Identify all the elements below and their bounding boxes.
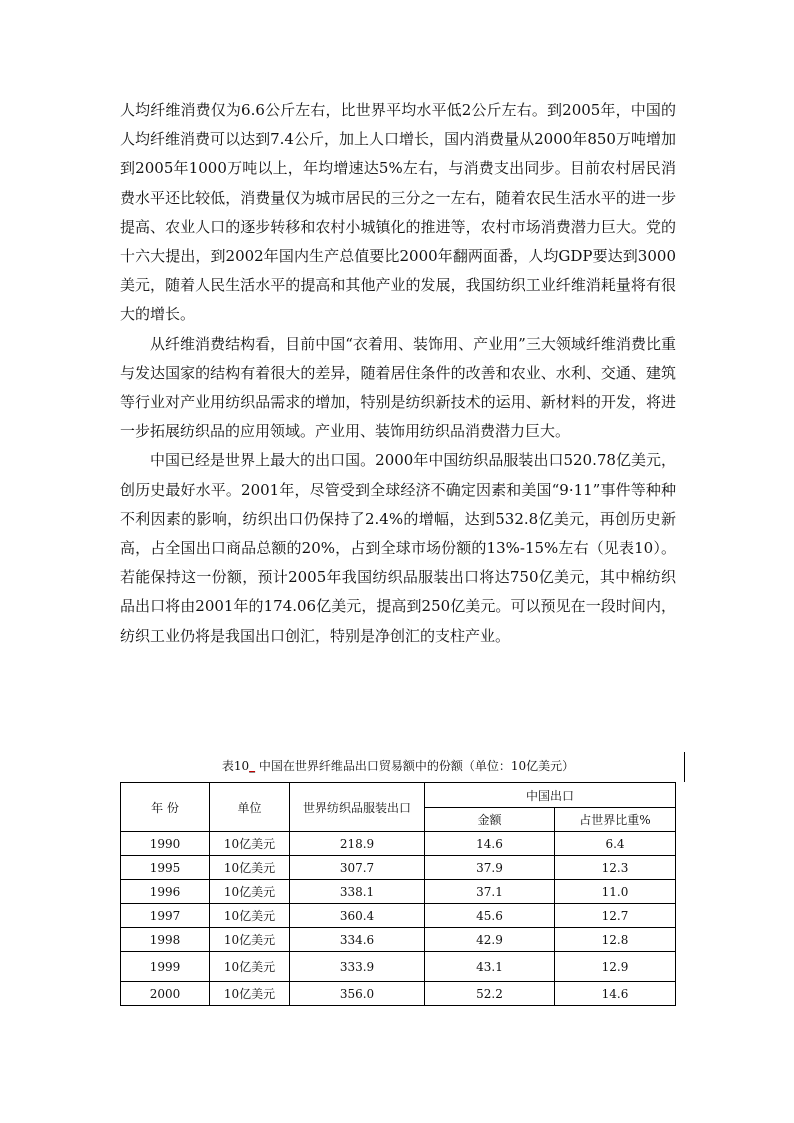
- cell-share: 14.6: [555, 982, 676, 1006]
- table-row: [121, 952, 676, 982]
- cell-amount: 45.6: [425, 904, 555, 928]
- header-amount: 金额: [425, 808, 555, 832]
- cell-world-export: 360.4: [290, 904, 425, 928]
- cell-year: 2000: [121, 982, 210, 1006]
- cell-year: 1996: [121, 880, 210, 904]
- cell-world-export: 356.0: [290, 982, 425, 1006]
- header-year: 年 份: [121, 783, 210, 832]
- table-row: [121, 832, 676, 856]
- cell-unit: 10亿美元: [210, 832, 290, 856]
- cell-amount: 43.1: [425, 952, 555, 982]
- cell-amount: 52.2: [425, 982, 555, 1006]
- cell-share: 6.4: [555, 832, 676, 856]
- cell-world-export: 218.9: [290, 832, 425, 856]
- table-row: [121, 880, 676, 904]
- cell-year: 1990: [121, 832, 210, 856]
- cell-unit: 10亿美元: [210, 982, 290, 1006]
- cell-share: 12.8: [555, 928, 676, 952]
- cell-world-export: 333.9: [290, 952, 425, 982]
- cell-unit: 10亿美元: [210, 928, 290, 952]
- table-caption-text: 中国在世界纤维品出口贸易额中的份额（单位：10亿美元）: [255, 759, 575, 773]
- cell-unit: 10亿美元: [210, 952, 290, 982]
- cell-share: 12.3: [555, 856, 676, 880]
- table-row: [121, 982, 676, 1006]
- header-china-export: 中国出口: [425, 783, 676, 808]
- cell-share: 12.7: [555, 904, 676, 928]
- cell-amount: 37.1: [425, 880, 555, 904]
- export-share-table: [120, 782, 676, 1006]
- paragraph-fiber-consumption: 人均纤维消费仅为6.6公斤左右，比世界平均水平低2公斤左右。到2005年，中国的人均纤维消费可以达到7.4公斤，加上人口增长，国内消费量从2000年850万吨增加到2005年1000万吨以上，年均增速达5%左右，与消费支出同步。目前农村居民消费水平还比较低，消费量仅为城市居民的三分之一左右，随着农民生活水平的进一步提高、农业人口的逐步转移和农村小城镇化的推进等，农村市场消费潜力巨大。党的十六大提出，到2002年国内生产总值要比2000年翻两面番，人均GDP要达到3000美元，随着人民生活水平的提高和其他产业的发展，我国纺织工业纤维消耗量将有很大的增长。: [120, 101, 676, 324]
- cell-unit: 10亿美元: [210, 856, 290, 880]
- table-caption: [120, 757, 676, 775]
- cell-world-export: 338.1: [290, 880, 425, 904]
- body-text: [120, 96, 676, 651]
- cell-unit: 10亿美元: [210, 880, 290, 904]
- cell-world-export: 307.7: [290, 856, 425, 880]
- header-world-export: 世界纺织品服装出口: [290, 783, 425, 832]
- table-caption-prefix: 表10: [221, 759, 250, 773]
- header-share: 占世界比重%: [555, 808, 676, 832]
- paragraph-consumption-structure: 从纤维消费结构看，目前中国“衣着用、装饰用、产业用”三大领域纤维消费比重与发达国家的结构有着很大的差异，随着居住条件的改善和农业、水利、交通、建筑等行业对产业用纺织品需求的增加，特别是纺织新技术的运用、新材料的开发，将进一步拓展纺织品的应用领域。产业用、装饰用纺织品消费潜力巨大。: [120, 334, 676, 441]
- paragraph-export: 中国已经是世界上最大的出口国。2000年中国纺织品服装出口520.78亿美元，创历史最好水平。2001年，尽管受到全球经济不确定因素和美国“9·11”事件等种种不利因素的影响，纺织出口仍保持了2.4%的增幅，达到532.8亿美元，再创历史新高，占全国出口商品总额的20%，占到全球市场份额的13%-15%左右（见表10）。若能保持这一份额，预计2005年我国纺织品服装出口将达750亿美元，其中棉纺织品出口将由2001年的174.06亿美元，提高到250亿美元。可以预见在一段时间内，纺织工业仍将是我国出口创汇，特别是净创汇的支柱产业。: [120, 451, 676, 645]
- cell-world-export: 334.6: [290, 928, 425, 952]
- table-caption-underscore: _: [249, 759, 256, 773]
- cell-share: 12.9: [555, 952, 676, 982]
- cell-year: 1998: [121, 928, 210, 952]
- cell-year: 1995: [121, 856, 210, 880]
- cell-year: 1999: [121, 952, 210, 982]
- margin-line: [684, 752, 685, 782]
- cell-amount: 14.6: [425, 832, 555, 856]
- cell-year: 1997: [121, 904, 210, 928]
- cell-amount: 42.9: [425, 928, 555, 952]
- header-unit: 单位: [210, 783, 290, 832]
- table-row: [121, 904, 676, 928]
- cell-share: 11.0: [555, 880, 676, 904]
- cell-unit: 10亿美元: [210, 904, 290, 928]
- cell-amount: 37.9: [425, 856, 555, 880]
- table-row: [121, 928, 676, 952]
- table-row: [121, 856, 676, 880]
